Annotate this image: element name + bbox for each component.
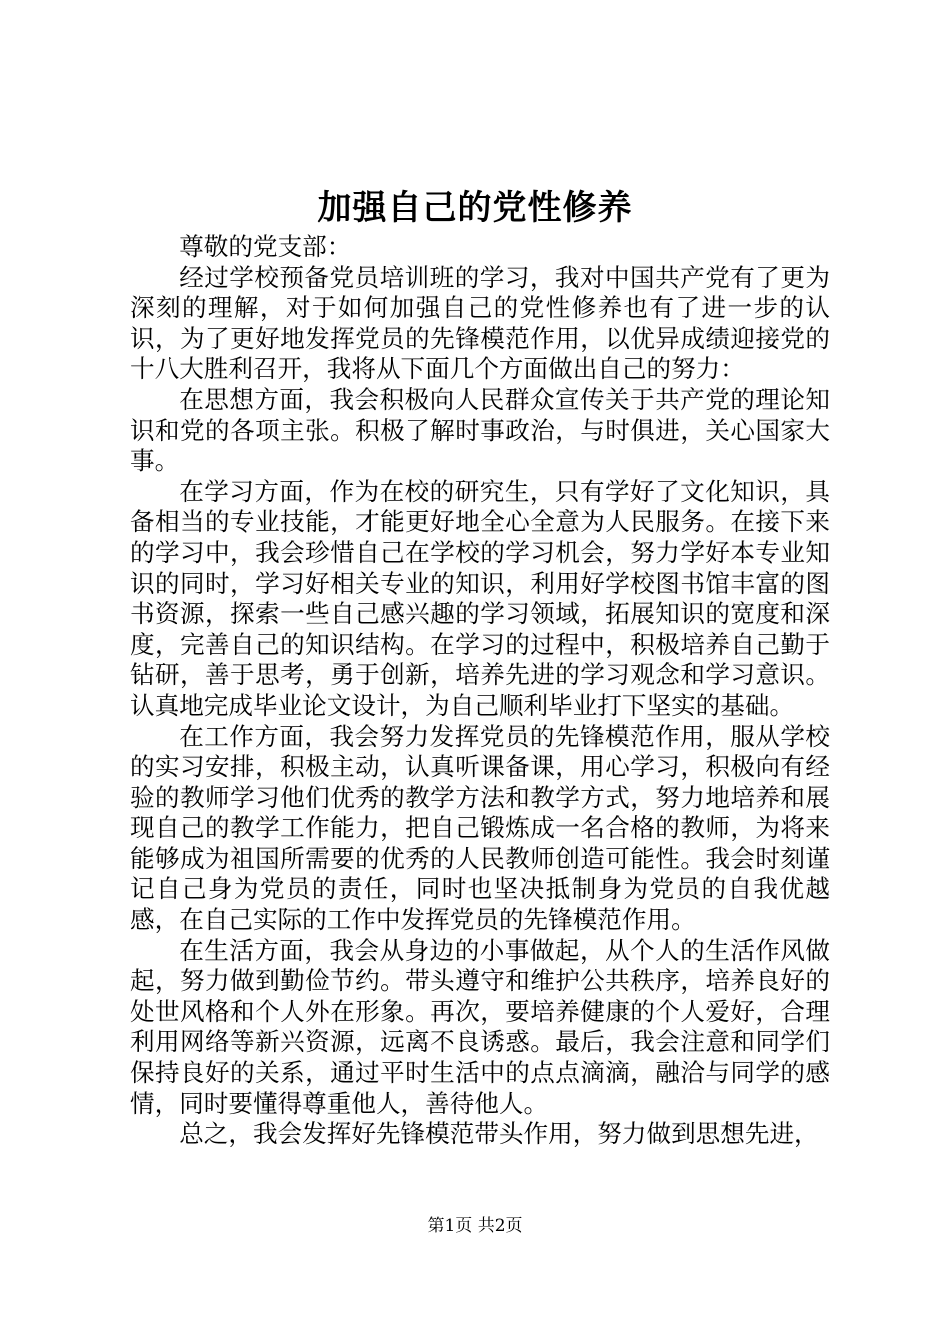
paragraph-summary: 总之，我会发挥好先锋模范带头作用，努力做到思想先进， (179, 1119, 819, 1149)
paragraph-study: 在学习方面，作为在校的研究生，只有学好了文化知识，具备相当的专业技能，才能更好地全心全意为人民服务。在接下来的学习中，我会珍惜自己在学校的学习机会，努力学好本专业知识的同时，学习好相关专业的知识，利用好学校图书馆丰富的图书资源，探索一些自己感兴趣的学习领域，拓展知识的宽度和深度，完善自己的知识结构。在学习的过程中，积极培养自己勤于钻研，善于思考，勇于创新，培养先进的学习观念和学习意识。认真地完成毕业论文设计，为自己顺利毕业打下坚实的基础。 (130, 476, 830, 720)
paragraph-life: 在生活方面，我会从身边的小事做起，从个人的生活作风做起，努力做到勤俭节约。带头遵守和维护公共秩序，培养良好的处世风格和个人外在形象。再次，要培养健康的个人爱好，合理利用网络等新兴资源，远离不良诱惑。最后，我会注意和同学们保持良好的关系，通过平时生活中的点点滴滴，融洽与同学的感情，同时要懂得尊重他人，善待他人。 (130, 935, 830, 1118)
paragraph-intro: 经过学校预备党员培训班的学习，我对中国共产党有了更为深刻的理解，对于如何加强自己的党性修养也有了进一步的认识，为了更好地发挥党员的先锋模范作用，以优异成绩迎接党的十八大胜利召开，我将从下面几个方面做出自己的努力： (130, 262, 830, 384)
salutation: 尊敬的党支部： (179, 232, 352, 261)
document-title: 加强自己的党性修养 (317, 188, 633, 228)
paragraph-work: 在工作方面，我会努力发挥党员的先锋模范作用，服从学校的实习安排，积极主动，认真听课备课，用心学习，积极向有经验的教师学习他们优秀的教学方法和教学方式，努力地培养和展现自己的教学工作能力，把自己锻炼成一名合格的教师，为将来能够成为祖国所需要的优秀的人民教师创造可能性。我会时刻谨记自己身为党员的责任，同时也坚决抵制身为党员的自我优越感，在自己实际的工作中发挥党员的先锋模范作用。 (130, 721, 830, 935)
page-footer: 第1页 共2页 (427, 1216, 523, 1236)
paragraph-thought: 在思想方面，我会积极向人民群众宣传关于共产党的理论知识和党的各项主张。积极了解时事政治，与时俱进，关心国家大事。 (130, 384, 830, 476)
document-body (130, 232, 830, 1150)
